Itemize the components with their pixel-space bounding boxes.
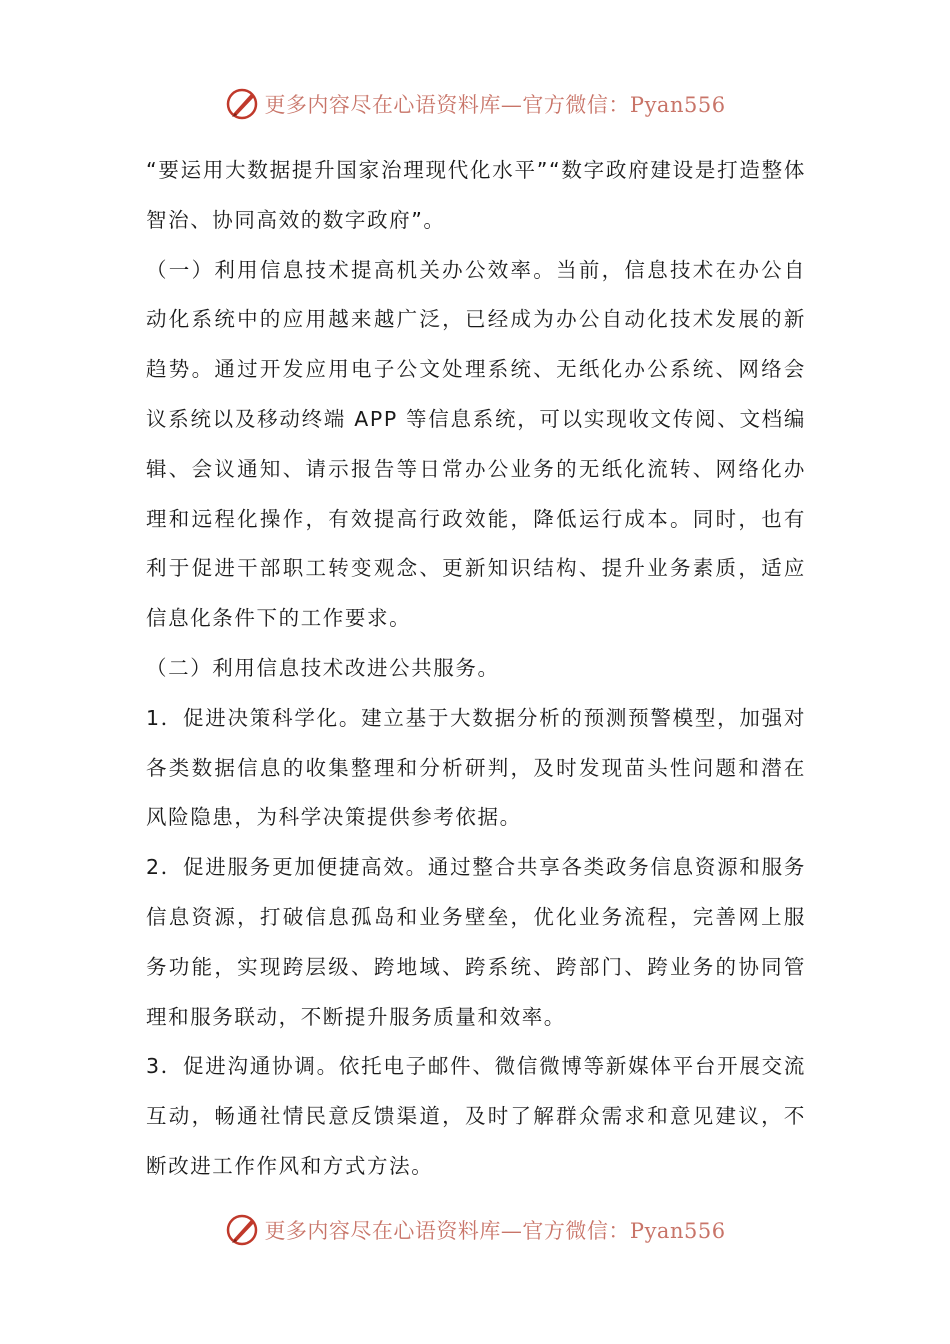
footer-watermark-text: 更多内容尽在心语资料库—官方微信：Pyan556 — [264, 1219, 726, 1243]
paragraph: （一）利用信息技术提高机关办公效率。当前，信息技术在办公自动化系统中的应用越来越广泛，已经成为办公自动化技术发展的新趋势。通过开发应用电子公文处理系统、无纸化办公系统、网络会议系统以及移动终端 APP 等信息系统，可以实现收文传阅、文档编辑、会议通知、请示报告等日常办公业务的无纸化流转、网络化办理和远程化操作，有效提高行政效能，降低运行成本。同时，也有利于促进干部职工转变观念、更新知识结构、提升业务素质，适应信息化条件下的工作要求。 — [146, 257, 806, 631]
pen-logo-icon — [224, 1212, 260, 1248]
document-body — [146, 146, 806, 1192]
header-watermark-text: 更多内容尽在心语资料库—官方微信：Pyan556 — [264, 93, 726, 117]
paragraph: “要运用大数据提升国家治理现代化水平”“数字政府建设是打造整体智治、协同高效的数字政府”。 — [146, 158, 806, 232]
paragraph: 3．促进沟通协调。依托电子邮件、微信微博等新媒体平台开展交流互动，畅通社情民意反馈渠道，及时了解群众需求和意见建议，不断改进工作作风和方式方法。 — [146, 1054, 806, 1178]
paragraph: 2．促进服务更加便捷高效。通过整合共享各类政务信息资源和服务信息资源，打破信息孤岛和业务壁垒，优化业务流程，完善网上服务功能，实现跨层级、跨地域、跨系统、跨部门、跨业务的协同管理和服务联动，不断提升服务质量和效率。 — [146, 855, 806, 1029]
pen-logo-icon — [224, 86, 260, 122]
header-watermark — [0, 84, 950, 124]
footer-watermark — [0, 1210, 950, 1250]
paragraph: （二）利用信息技术改进公共服务。 — [146, 655, 500, 680]
paragraph: 1．促进决策科学化。建立基于大数据分析的预测预警模型，加强对各类数据信息的收集整理和分析研判，及时发现苗头性问题和潜在风险隐患，为科学决策提供参考依据。 — [146, 705, 806, 830]
